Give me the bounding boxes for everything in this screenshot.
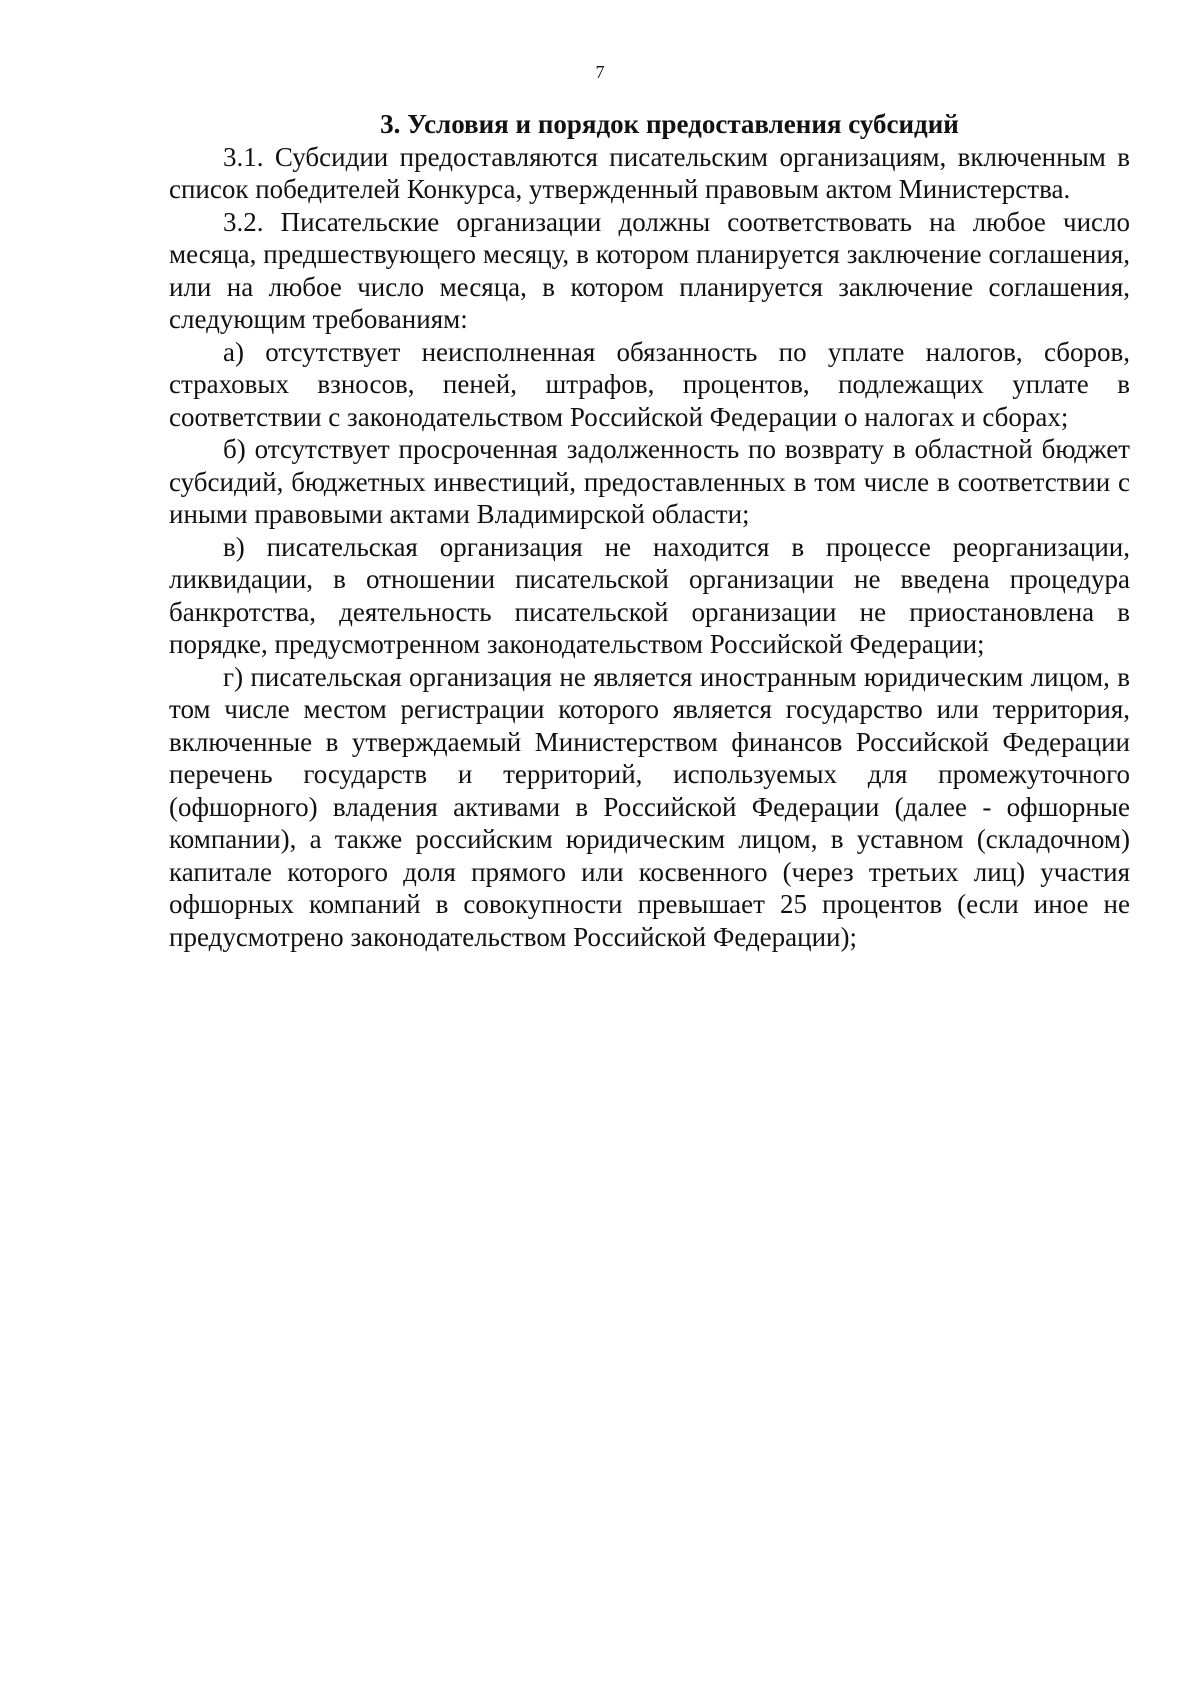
- paragraph-3-2-v: в) писательская организация не находится в процессе реорганизации, ликвидации, в отношении писательской организации не введена процедура банкротства, деятельность писательской организации не приостановлена в порядке, предусмотренном законодательством Российской Федерации;: [169, 531, 1130, 659]
- paragraph-3-2-a: а) отсутствует неисполненная обязанность по уплате налогов, сборов, страховых взносов, пеней, штрафов, процентов, подлежащих уплате в соответствии с законодательством Российской Федерации о налогах и сборах;: [169, 336, 1130, 432]
- section-heading: 3. Условия и порядок предоставления субсидий: [380, 109, 959, 139]
- paragraph-3-1: 3.1. Субсидии предоставляются писательским организациям, включенным в список победителей Конкурса, утвержденный правовым актом Министерства.: [169, 141, 1130, 204]
- document-body: [169, 108, 1130, 953]
- paragraph-3-2-b: б) отсутствует просроченная задолженность по возврату в областной бюджет субсидий, бюджетных инвестиций, предоставленных в том числе в соответствии с иными правовыми актами Владимирской области;: [169, 434, 1130, 529]
- paragraph-3-2: 3.2. Писательские организации должны соответствовать на любое число месяца, предшествующего месяцу, в котором планируется заключение соглашения, или на любое число месяца, в котором планируется заключение соглашения, следующим требованиям:: [169, 206, 1130, 334]
- paragraph-3-2-g: г) писательская организация не является иностранным юридическим лицом, в том числе местом регистрации которого является государство или территория, включенные в утверждаемый Министерством финансов Российской Федерации перечень государств и территорий, используемых для промежуточного (офшорного) владения активами в Российской Федерации (далее - офшорные компании), а также российским юридическим лицом, в уставном (складочном) капитале которого доля прямого или косвенного (через третьих лиц) участия офшорных компаний в совокупности превышает 25 процентов (если иное не предусмотрено законодательством Российской Федерации);: [169, 661, 1130, 952]
- page-number: 7: [595, 62, 605, 82]
